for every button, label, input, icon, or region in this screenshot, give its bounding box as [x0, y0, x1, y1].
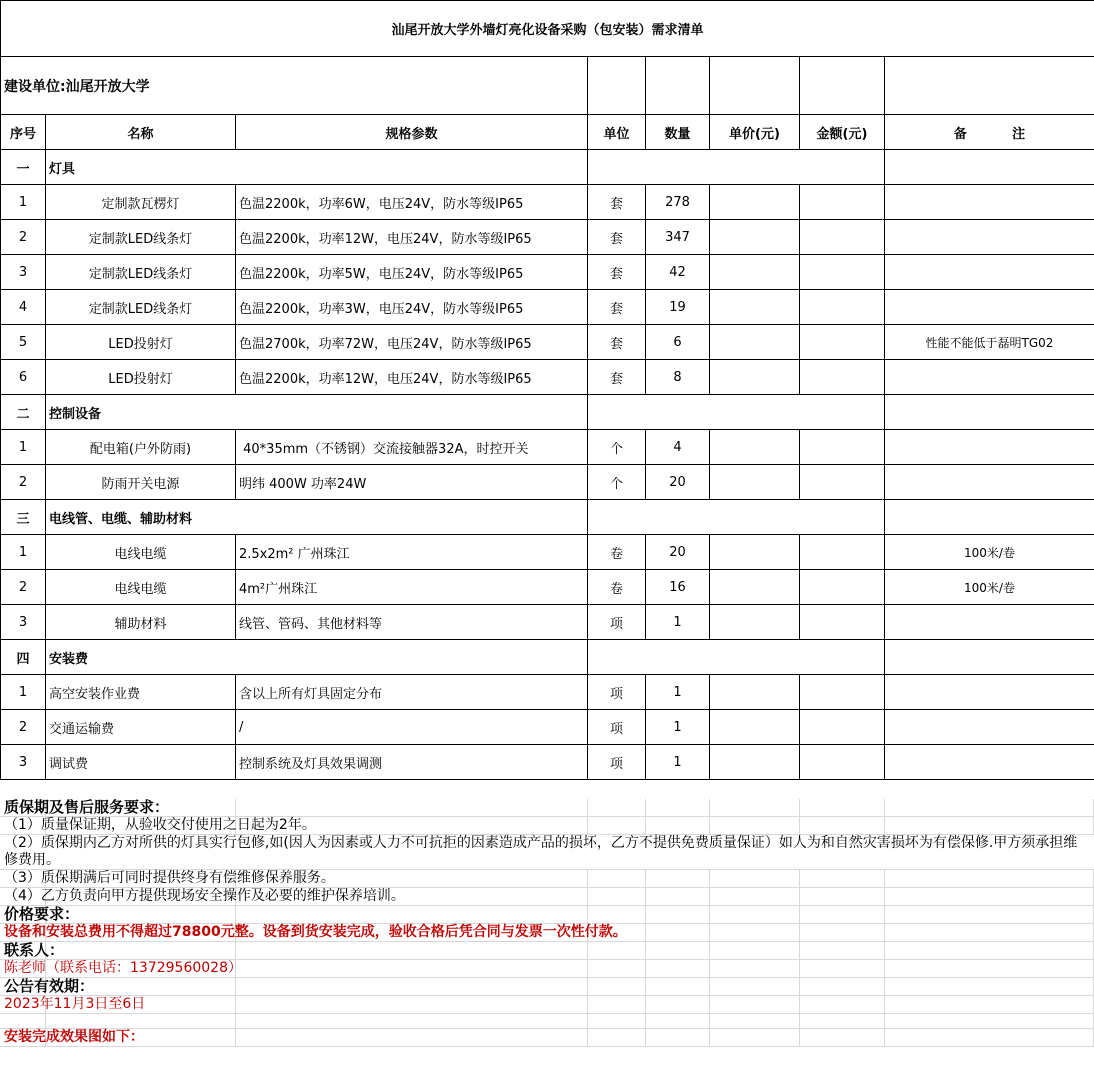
table-row: [1, 185, 1094, 220]
item-name: LED投射灯: [46, 325, 236, 360]
item-price: [710, 570, 800, 605]
table-row: [1, 570, 1094, 605]
warranty-line-3: （3）质保期满后可同时提供终身有偿维修保养服务。: [0, 870, 1094, 888]
section-number: 四: [1, 640, 46, 675]
item-remark: [885, 675, 1094, 710]
item-spec: 色温2700k，功率72W，电压24V，防水等级IP65: [236, 325, 588, 360]
item-qty: 278: [646, 185, 710, 220]
item-amount: [800, 185, 885, 220]
item-unit: 项: [588, 710, 646, 745]
item-spec: 2.5x2m² 广州珠江: [236, 535, 588, 570]
header-unit: 单位: [588, 115, 646, 150]
price-heading: 价格要求：: [0, 906, 1094, 924]
item-price: [710, 220, 800, 255]
item-unit: 套: [588, 360, 646, 395]
page-title: 汕尾开放大学外墙灯亮化设备采购（包安装）需求清单: [1, 1, 1094, 57]
notes-section: [0, 799, 1094, 1047]
table-row: [1, 325, 1094, 360]
item-number: 1: [1, 185, 46, 220]
item-number: 1: [1, 430, 46, 465]
effect-heading: 安装完成效果图如下：: [0, 1029, 1094, 1047]
item-price: [710, 745, 800, 780]
item-remark: [885, 290, 1094, 325]
item-unit: 卷: [588, 535, 646, 570]
item-number: 4: [1, 290, 46, 325]
table-row: [1, 430, 1094, 465]
item-amount: [800, 675, 885, 710]
item-amount: [800, 325, 885, 360]
item-price: [710, 290, 800, 325]
section-row: [1, 500, 1094, 535]
item-number: 2: [1, 710, 46, 745]
item-amount: [800, 220, 885, 255]
section-number: 二: [1, 395, 46, 430]
item-amount: [800, 745, 885, 780]
section-row: [1, 395, 1094, 430]
table-row: [1, 535, 1094, 570]
item-unit: 项: [588, 745, 646, 780]
section-title: 电线管、电缆、辅助材料: [46, 500, 588, 535]
item-price: [710, 325, 800, 360]
item-amount: [800, 360, 885, 395]
item-remark: 100米/卷: [885, 535, 1094, 570]
item-remark: 性能不能低于磊明TG02: [885, 325, 1094, 360]
item-remark: [885, 710, 1094, 745]
warranty-heading: 质保期及售后服务要求：: [0, 799, 1094, 817]
item-unit: 套: [588, 290, 646, 325]
item-remark: [885, 360, 1094, 395]
table-row: [1, 675, 1094, 710]
warranty-line-4: （4）乙方负责向甲方提供现场安全操作及必要的维护保养培训。: [0, 888, 1094, 906]
table-row: [1, 745, 1094, 780]
item-spec: 色温2200k，功率12W，电压24V，防水等级IP65: [236, 360, 588, 395]
item-remark: [885, 605, 1094, 640]
section-title: 安装费: [46, 640, 588, 675]
item-amount: [800, 535, 885, 570]
item-qty: 42: [646, 255, 710, 290]
item-name: LED投射灯: [46, 360, 236, 395]
item-spec: 4m²广州珠江: [236, 570, 588, 605]
item-amount: [800, 465, 885, 500]
item-number: 1: [1, 675, 46, 710]
item-qty: 20: [646, 465, 710, 500]
item-unit: 套: [588, 220, 646, 255]
warranty-line-2: （2）质保期内乙方对所供的灯具实行包修,如(因人为因素或人力不可抗拒的因素造成产品的损坏，乙方不提供免费质量保证）如人为和自然灾害损坏为有偿保修.甲方须承担维修费用。: [0, 835, 1094, 870]
item-price: [710, 255, 800, 290]
item-price: [710, 465, 800, 500]
item-unit: 套: [588, 185, 646, 220]
item-unit: 卷: [588, 570, 646, 605]
item-price: [710, 430, 800, 465]
item-qty: 4: [646, 430, 710, 465]
item-number: 5: [1, 325, 46, 360]
item-amount: [800, 605, 885, 640]
item-unit: 套: [588, 255, 646, 290]
item-name: 定制款LED线条灯: [46, 255, 236, 290]
item-qty: 16: [646, 570, 710, 605]
item-qty: 1: [646, 745, 710, 780]
item-spec: /: [236, 710, 588, 745]
item-remark: [885, 745, 1094, 780]
item-qty: 347: [646, 220, 710, 255]
table-row: [1, 290, 1094, 325]
header-spec: 规格参数: [236, 115, 588, 150]
validity-date: 2023年11月3日至6日: [0, 996, 1094, 1014]
item-spec: 40*35mm（不锈钢）交流接触器32A，时控开关: [236, 430, 588, 465]
item-price: [710, 185, 800, 220]
item-spec: 控制系统及灯具效果调测: [236, 745, 588, 780]
item-number: 3: [1, 745, 46, 780]
table-row: [1, 710, 1094, 745]
item-price: [710, 605, 800, 640]
item-name: 定制款瓦楞灯: [46, 185, 236, 220]
item-number: 3: [1, 255, 46, 290]
item-remark: [885, 465, 1094, 500]
item-spec: 明纬 400W 功率24W: [236, 465, 588, 500]
item-price: [710, 675, 800, 710]
table-row: [1, 360, 1094, 395]
table-row: [1, 220, 1094, 255]
item-qty: 20: [646, 535, 710, 570]
item-amount: [800, 290, 885, 325]
item-qty: 6: [646, 325, 710, 360]
table-row: [1, 605, 1094, 640]
item-remark: [885, 430, 1094, 465]
item-qty: 19: [646, 290, 710, 325]
item-spec: 色温2200k，功率3W，电压24V，防水等级IP65: [236, 290, 588, 325]
item-qty: 1: [646, 605, 710, 640]
table-row: [1, 465, 1094, 500]
validity-heading: 公告有效期：: [0, 978, 1094, 996]
section-title: 控制设备: [46, 395, 588, 430]
item-number: 3: [1, 605, 46, 640]
item-qty: 1: [646, 710, 710, 745]
item-name: 防雨开关电源: [46, 465, 236, 500]
item-remark: [885, 185, 1094, 220]
section-row: [1, 150, 1094, 185]
header-price: 单价(元): [710, 115, 800, 150]
price-text: 设备和安装总费用不得超过78800元整。设备到货安装完成，验收合格后凭合同与发票一次性付款。: [0, 924, 1094, 942]
item-spec: 含以上所有灯具固定分布: [236, 675, 588, 710]
item-amount: [800, 570, 885, 605]
item-amount: [800, 710, 885, 745]
item-name: 辅助材料: [46, 605, 236, 640]
item-price: [710, 535, 800, 570]
header-amount: 金额(元): [800, 115, 885, 150]
item-name: 电线电缆: [46, 535, 236, 570]
item-unit: 个: [588, 465, 646, 500]
item-name: 定制款LED线条灯: [46, 220, 236, 255]
item-name: 电线电缆: [46, 570, 236, 605]
warranty-line-1: （1）质量保证期，从验收交付使用之日起为2年。: [0, 817, 1094, 835]
item-price: [710, 710, 800, 745]
item-remark: [885, 255, 1094, 290]
header-remark: 备 注: [885, 115, 1094, 150]
item-number: 2: [1, 465, 46, 500]
section-row: [1, 640, 1094, 675]
item-number: 6: [1, 360, 46, 395]
item-spec: 色温2200k，功率6W，电压24V，防水等级IP65: [236, 185, 588, 220]
item-number: 1: [1, 535, 46, 570]
item-unit: 个: [588, 430, 646, 465]
item-unit: 项: [588, 675, 646, 710]
section-number: 三: [1, 500, 46, 535]
item-name: 调试费: [46, 745, 236, 780]
item-unit: 套: [588, 325, 646, 360]
item-unit: 项: [588, 605, 646, 640]
item-number: 2: [1, 570, 46, 605]
header-qty: 数量: [646, 115, 710, 150]
header-no: 序号: [1, 115, 46, 150]
item-remark: [885, 220, 1094, 255]
contact-heading: 联系人：: [0, 942, 1094, 960]
item-number: 2: [1, 220, 46, 255]
item-amount: [800, 255, 885, 290]
item-qty: 1: [646, 675, 710, 710]
item-name: 交通运输费: [46, 710, 236, 745]
item-name: 配电箱(户外防雨): [46, 430, 236, 465]
section-number: 一: [1, 150, 46, 185]
item-name: 定制款LED线条灯: [46, 290, 236, 325]
table-row: [1, 255, 1094, 290]
item-spec: 线管、管码、其他材料等: [236, 605, 588, 640]
item-spec: 色温2200k，功率5W，电压24V，防水等级IP65: [236, 255, 588, 290]
table-header: [1, 115, 1094, 150]
header-name: 名称: [46, 115, 236, 150]
section-title: 灯具: [46, 150, 588, 185]
item-remark: 100米/卷: [885, 570, 1094, 605]
item-price: [710, 360, 800, 395]
item-amount: [800, 430, 885, 465]
item-name: 高空安装作业费: [46, 675, 236, 710]
owner-label: 建设单位:汕尾开放大学: [1, 57, 588, 115]
contact-text: 陈老师（联系电话：13729560028）: [0, 960, 1094, 978]
item-spec: 色温2200k，功率12W，电压24V，防水等级IP65: [236, 220, 588, 255]
item-qty: 8: [646, 360, 710, 395]
